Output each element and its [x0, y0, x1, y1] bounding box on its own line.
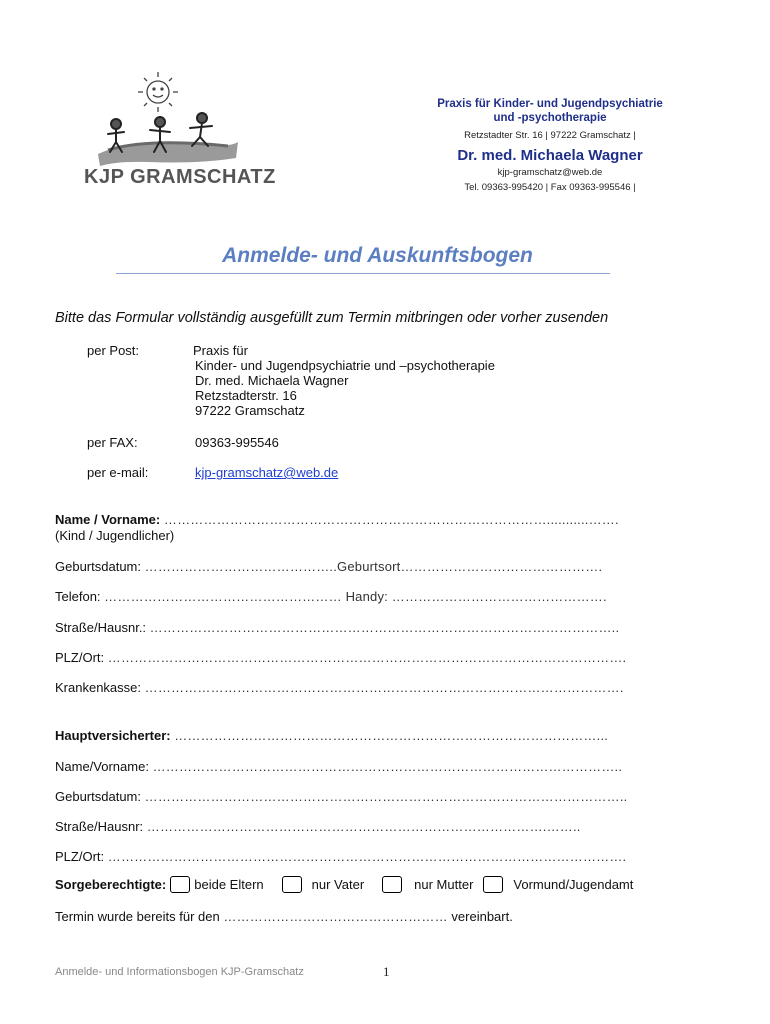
street-field[interactable]	[55, 620, 619, 635]
instructions-text: Bitte das Formular vollständig ausgefüllt zum Termin mitbringen oder vorher zusenden	[55, 310, 609, 326]
mi-zip-label: PLZ/Ort:	[55, 849, 105, 864]
post-line: 97222 Gramschatz	[195, 403, 305, 418]
name-field[interactable]	[55, 512, 619, 527]
main-insured-field[interactable]	[55, 728, 608, 743]
birthdate-label: Geburtsdatum:	[55, 559, 141, 574]
mi-name-field[interactable]	[55, 759, 622, 774]
appointment-prefix: Termin wurde bereits für den	[55, 909, 220, 924]
post-address	[193, 343, 495, 418]
checkbox-label: beide Eltern	[194, 877, 264, 892]
post-line: Praxis für	[193, 343, 248, 358]
mi-street-dots: ……………………………………………………………………………….……..	[146, 819, 581, 834]
form-title: Anmelde- und Auskunftsbogen	[222, 244, 533, 267]
practice-name-line1: Praxis für Kinder- und Jugendpsychiatrie	[437, 98, 663, 110]
title-divider	[116, 273, 610, 274]
zip-dots: ……………………………………………………………………………………………………….	[107, 650, 627, 665]
checkbox-label: Vormund/Jugendamt	[513, 877, 634, 892]
practice-logo	[78, 66, 276, 196]
main-insured-label: Hauptversicherter:	[55, 728, 171, 743]
practice-name-line2: und -psychotherapie	[493, 112, 607, 124]
street-dots: ……………………………………………………………………………………………..	[149, 620, 620, 635]
birthdate-field[interactable]	[55, 559, 602, 574]
main-insured-dots: ……………………………………………………………………………………...	[174, 728, 609, 743]
doctor-name: Dr. med. Michaela Wagner	[457, 147, 643, 164]
fax-label: per FAX:	[87, 435, 138, 450]
practice-header	[410, 97, 690, 194]
mi-name-label: Name/Vorname:	[55, 759, 149, 774]
logo-text: KJP GRAMSCHATZ	[84, 166, 276, 188]
checkbox-father-only[interactable]	[282, 876, 302, 893]
checkbox-mother-only[interactable]	[382, 876, 402, 893]
zip-label: PLZ/Ort:	[55, 650, 105, 665]
insurance-dots: ……………………………………………………………………………………………….	[144, 680, 624, 695]
fax-value: 09363-995546	[195, 435, 279, 450]
checkbox-guardian[interactable]	[483, 876, 503, 893]
checkbox-label: nur Vater	[311, 877, 365, 892]
insurance-label: Krankenkasse:	[55, 680, 141, 695]
mi-street-field[interactable]	[55, 819, 581, 834]
email-link[interactable]: kjp-gramschatz@web.de	[195, 465, 339, 480]
guardians-label: Sorgeberechtigte:	[55, 877, 167, 892]
checkbox-label: nur Mutter	[414, 877, 474, 892]
name-label: Name / Vorname:	[55, 512, 161, 527]
zip-field[interactable]	[55, 650, 626, 665]
phone-label: Telefon:	[55, 589, 101, 604]
phone-dots: ……………………………………………… Handy: ………………………………………….	[104, 589, 607, 604]
post-line: Kinder- und Jugendpsychiatrie und –psychotherapie	[195, 358, 495, 373]
phone-field[interactable]	[55, 589, 607, 604]
mi-birthdate-dots: ………………………………………………………………………………………………..	[144, 789, 628, 804]
page-number: 1	[383, 964, 390, 979]
mi-zip-field[interactable]	[55, 849, 626, 864]
practice-email: kjp-gramschatz@web.de	[497, 167, 603, 178]
checkbox-both-parents[interactable]	[170, 876, 190, 893]
guardians-row	[55, 876, 647, 893]
birthdate-dots: ……………………………………..Geburtsort……………………………………….	[144, 559, 603, 574]
mi-birthdate-field[interactable]	[55, 789, 627, 804]
appointment-dots: ……………………………………………	[223, 909, 448, 924]
post-label: per Post:	[87, 343, 140, 358]
post-line: Dr. med. Michaela Wagner	[195, 373, 349, 388]
name-dots: ……………………………………………………………………………...........…….	[163, 512, 619, 527]
mi-zip-dots: ……………………………………………………………………………………………………….	[107, 849, 627, 864]
street-label: Straße/Hausnr.:	[55, 620, 147, 635]
mi-birthdate-label: Geburtsdatum:	[55, 789, 141, 804]
practice-address: Retzstadter Str. 16 | 97222 Gramschatz |	[464, 130, 636, 141]
insurance-field[interactable]	[55, 680, 624, 695]
footer-text: Anmelde- und Informationsbogen KJP-Gramschatz	[55, 966, 304, 978]
post-line: Retzstadterstr. 16	[195, 388, 297, 403]
mi-name-dots: ……………………………………………………………………………………………..	[152, 759, 623, 774]
name-sub-label: (Kind / Jugendlicher)	[55, 528, 175, 543]
appointment-suffix: vereinbart.	[451, 909, 513, 924]
email-label: per e-mail:	[87, 465, 149, 480]
appointment-field[interactable]	[55, 909, 513, 924]
practice-phone-fax: Tel. 09363-995420 | Fax 09363-995546 |	[464, 182, 636, 193]
mi-street-label: Straße/Hausnr:	[55, 819, 144, 834]
